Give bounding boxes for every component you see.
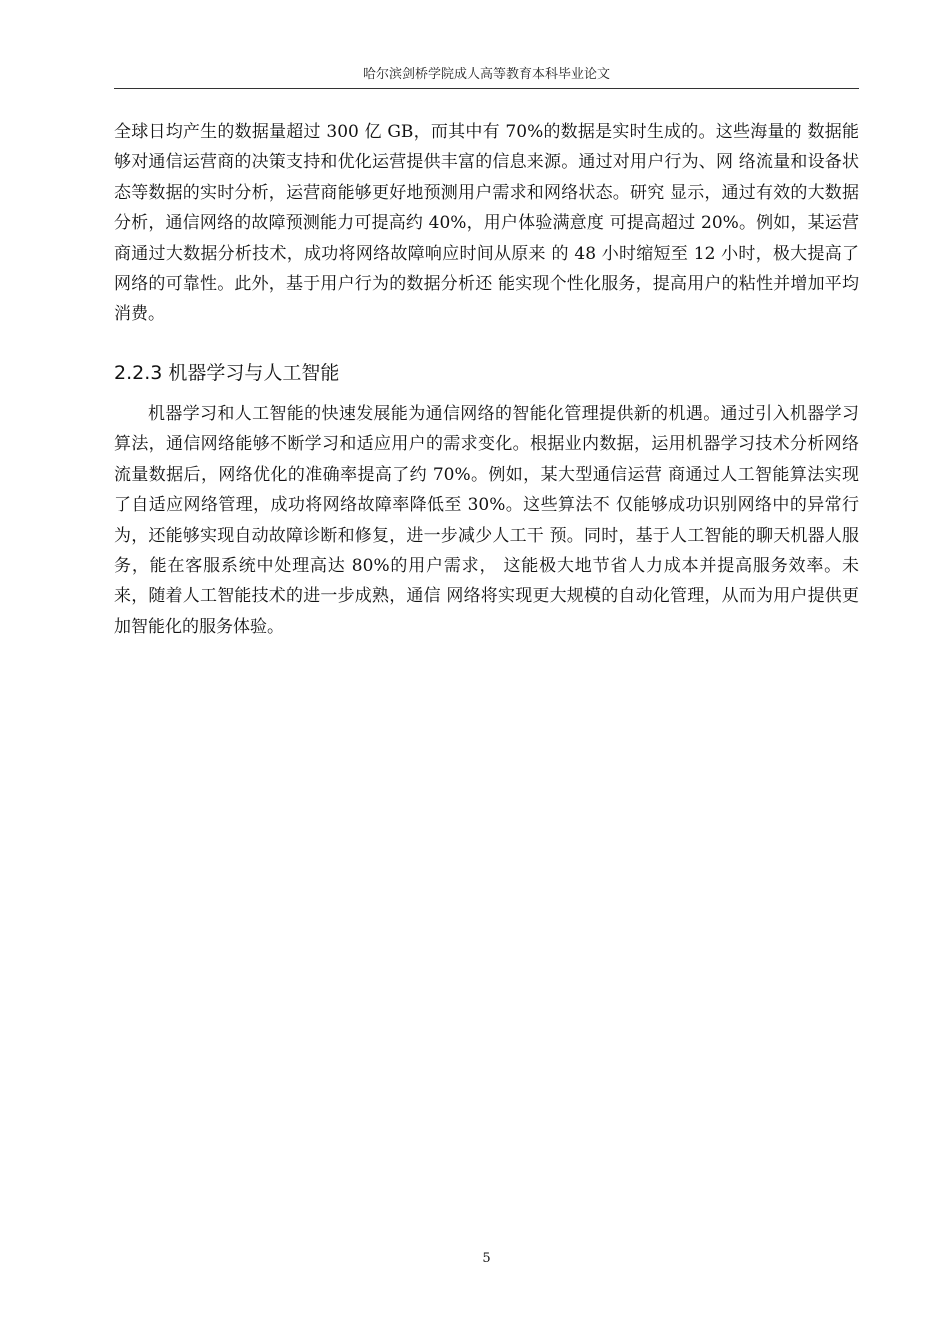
body-paragraph-1: 全球日均产生的数据量超过 300 亿 GB，而其中有 70%的数据是实时生成的。这些海量的 数据能够对通信运营商的决策支持和优化运营提供丰富的信息来源。通过对用户行为、网 络流量和设备状态等数据的实时分析，运营商能够更好地预测用户需求和网络状态。研究 显示，通过有效的大数据分析，通信网络的故障预测能力可提高约 40%，用户体验满意度 可提高超过 20%。例如，某运营商通过大数据分析技术，成功将网络故障响应时间从原来 的 48 小时缩短至 12 小时，极大提高了网络的可靠性。此外，基于用户行为的数据分析还 能实现个性化服务，提高用户的粘性并增加平均消费。	[114, 122, 859, 325]
page-number: 5	[482, 1251, 491, 1266]
section-heading: 2.2.3 机器学习与人工智能	[114, 362, 340, 384]
body-paragraph-2: 机器学习和人工智能的快速发展能为通信网络的智能化管理提供新的机遇。通过引入机器学习算法，通信网络能够不断学习和适应用户的需求变化。根据业内数据，运用机器学习技术分析网络流量数据后，网络优化的准确率提高了约 70%。例如，某大型通信运营 商通过人工智能算法实现了自适应网络管理，成功将网络故障率降低至 30%。这些算法不 仅能够成功识别网络中的异常行为，还能够实现自动故障诊断和修复，进一步减少人工干 预。同时，基于人工智能的聊天机器人服务，能在客服系统中处理高达 80%的用户需求， 这能极大地节省人力成本并提高服务效率。未来，随着人工智能技术的进一步成熟，通信 网络将实现更大规模的自动化管理，从而为用户提供更加智能化的服务体验。	[114, 404, 859, 637]
header-divider	[114, 88, 859, 89]
page-header: 哈尔滨剑桥学院成人高等教育本科毕业论文	[362, 67, 610, 82]
